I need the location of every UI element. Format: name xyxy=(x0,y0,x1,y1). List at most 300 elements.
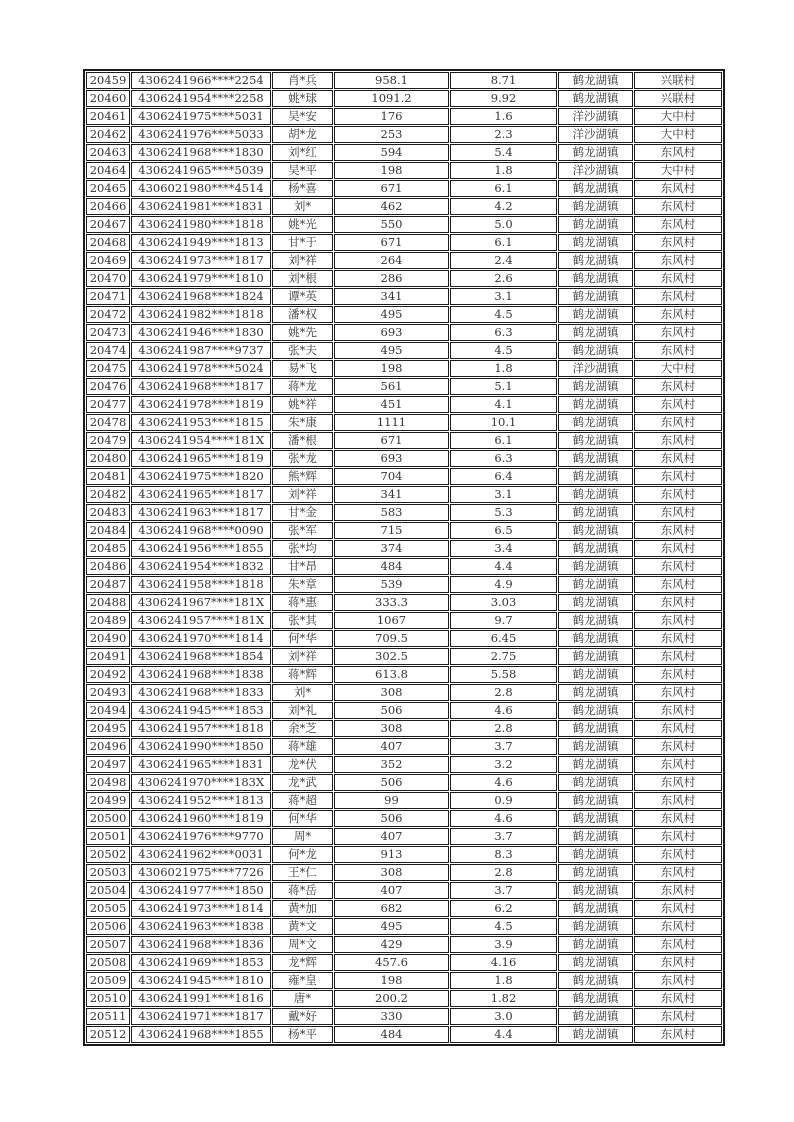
cell-masked-id-number: 4306241949****1813 xyxy=(131,234,271,251)
table-row xyxy=(86,288,722,305)
cell-value-1: 333.3 xyxy=(334,594,449,611)
cell-masked-id-number: 4306241982****1818 xyxy=(131,306,271,323)
cell-masked-id-number: 4306241957****181X xyxy=(131,612,271,629)
cell-masked-id-number: 4306021980****4514 xyxy=(131,180,271,197)
cell-town: 鹤龙湖镇 xyxy=(558,918,633,935)
cell-value-1: 550 xyxy=(334,216,449,233)
table-row xyxy=(86,108,722,125)
cell-masked-id-number: 4306241968****1830 xyxy=(131,144,271,161)
cell-town: 鹤龙湖镇 xyxy=(558,630,633,647)
cell-village: 东风村 xyxy=(634,702,722,719)
cell-town: 鹤龙湖镇 xyxy=(558,234,633,251)
cell-village: 东风村 xyxy=(634,558,722,575)
cell-masked-id-number: 4306241954****1832 xyxy=(131,558,271,575)
cell-village: 东风村 xyxy=(634,594,722,611)
cell-sequence-number: 20493 xyxy=(86,684,130,701)
cell-masked-name: 蒋*辉 xyxy=(272,666,333,683)
cell-value-1: 693 xyxy=(334,324,449,341)
cell-masked-name: 王*仁 xyxy=(272,864,333,881)
cell-sequence-number: 20476 xyxy=(86,378,130,395)
cell-town: 鹤龙湖镇 xyxy=(558,486,633,503)
cell-value-2: 2.8 xyxy=(450,864,557,881)
cell-value-1: 302.5 xyxy=(334,648,449,665)
cell-sequence-number: 20503 xyxy=(86,864,130,881)
cell-value-1: 913 xyxy=(334,846,449,863)
cell-value-2: 1.82 xyxy=(450,990,557,1007)
cell-masked-name: 谭*英 xyxy=(272,288,333,305)
cell-village: 东风村 xyxy=(634,918,722,935)
table-body xyxy=(86,72,722,1043)
cell-value-2: 6.3 xyxy=(450,324,557,341)
cell-value-1: 198 xyxy=(334,360,449,377)
cell-sequence-number: 20508 xyxy=(86,954,130,971)
cell-village: 东风村 xyxy=(634,630,722,647)
cell-masked-name: 杨*喜 xyxy=(272,180,333,197)
cell-village: 东风村 xyxy=(634,828,722,845)
cell-masked-name: 熊*辉 xyxy=(272,468,333,485)
table-row xyxy=(86,198,722,215)
table-row xyxy=(86,234,722,251)
cell-town: 鹤龙湖镇 xyxy=(558,450,633,467)
cell-value-2: 5.1 xyxy=(450,378,557,395)
cell-sequence-number: 20490 xyxy=(86,630,130,647)
cell-masked-id-number: 4306241953****1815 xyxy=(131,414,271,431)
cell-value-1: 451 xyxy=(334,396,449,413)
cell-value-1: 407 xyxy=(334,882,449,899)
cell-sequence-number: 20467 xyxy=(86,216,130,233)
cell-sequence-number: 20479 xyxy=(86,432,130,449)
table-row xyxy=(86,972,722,989)
cell-value-2: 6.2 xyxy=(450,900,557,917)
cell-value-2: 4.5 xyxy=(450,306,557,323)
cell-masked-id-number: 4306241981****1831 xyxy=(131,198,271,215)
cell-masked-name: 刘*根 xyxy=(272,270,333,287)
cell-value-1: 682 xyxy=(334,900,449,917)
table-row xyxy=(86,864,722,881)
cell-sequence-number: 20481 xyxy=(86,468,130,485)
cell-village: 东风村 xyxy=(634,216,722,233)
cell-masked-name: 刘* xyxy=(272,198,333,215)
cell-sequence-number: 20478 xyxy=(86,414,130,431)
cell-masked-name: 张*其 xyxy=(272,612,333,629)
cell-masked-name: 龙*伏 xyxy=(272,756,333,773)
cell-value-1: 613.8 xyxy=(334,666,449,683)
cell-sequence-number: 20462 xyxy=(86,126,130,143)
table-row xyxy=(86,828,722,845)
cell-masked-name: 蒋*龙 xyxy=(272,378,333,395)
cell-value-2: 1.6 xyxy=(450,108,557,125)
cell-value-1: 330 xyxy=(334,1008,449,1025)
cell-village: 东风村 xyxy=(634,954,722,971)
cell-village: 东风村 xyxy=(634,342,722,359)
cell-value-2: 5.4 xyxy=(450,144,557,161)
cell-value-1: 709.5 xyxy=(334,630,449,647)
cell-town: 鹤龙湖镇 xyxy=(558,180,633,197)
cell-sequence-number: 20497 xyxy=(86,756,130,773)
cell-village: 东风村 xyxy=(634,882,722,899)
cell-sequence-number: 20465 xyxy=(86,180,130,197)
cell-sequence-number: 20491 xyxy=(86,648,130,665)
table-row xyxy=(86,810,722,827)
table-row xyxy=(86,126,722,143)
cell-town: 鹤龙湖镇 xyxy=(558,216,633,233)
cell-masked-id-number: 4306241978****1819 xyxy=(131,396,271,413)
cell-value-1: 561 xyxy=(334,378,449,395)
cell-masked-id-number: 4306241973****1814 xyxy=(131,900,271,917)
table-row xyxy=(86,360,722,377)
cell-value-1: 374 xyxy=(334,540,449,557)
cell-masked-name: 姚*祥 xyxy=(272,396,333,413)
cell-village: 东风村 xyxy=(634,936,722,953)
cell-town: 鹤龙湖镇 xyxy=(558,612,633,629)
cell-masked-name: 龙*辉 xyxy=(272,954,333,971)
cell-value-1: 693 xyxy=(334,450,449,467)
cell-value-1: 594 xyxy=(334,144,449,161)
cell-village: 东风村 xyxy=(634,144,722,161)
cell-value-1: 462 xyxy=(334,198,449,215)
cell-sequence-number: 20475 xyxy=(86,360,130,377)
cell-masked-id-number: 4306241946****1830 xyxy=(131,324,271,341)
cell-village: 东风村 xyxy=(634,288,722,305)
cell-sequence-number: 20471 xyxy=(86,288,130,305)
cell-masked-id-number: 4306241966****2254 xyxy=(131,72,271,89)
cell-masked-name: 张*夫 xyxy=(272,342,333,359)
cell-town: 鹤龙湖镇 xyxy=(558,252,633,269)
cell-value-2: 5.58 xyxy=(450,666,557,683)
cell-masked-name: 雍*皇 xyxy=(272,972,333,989)
cell-masked-id-number: 4306241952****1813 xyxy=(131,792,271,809)
cell-masked-id-number: 4306241975****5031 xyxy=(131,108,271,125)
cell-sequence-number: 20496 xyxy=(86,738,130,755)
cell-masked-id-number: 4306241990****1850 xyxy=(131,738,271,755)
cell-value-2: 6.1 xyxy=(450,432,557,449)
table-row xyxy=(86,270,722,287)
cell-value-1: 506 xyxy=(334,774,449,791)
cell-town: 洋沙湖镇 xyxy=(558,108,633,125)
cell-town: 鹤龙湖镇 xyxy=(558,900,633,917)
cell-value-2: 6.45 xyxy=(450,630,557,647)
cell-town: 鹤龙湖镇 xyxy=(558,414,633,431)
cell-masked-id-number: 4306241979****1810 xyxy=(131,270,271,287)
cell-value-2: 4.4 xyxy=(450,558,557,575)
cell-masked-id-number: 4306241965****1831 xyxy=(131,756,271,773)
table-row xyxy=(86,324,722,341)
cell-sequence-number: 20488 xyxy=(86,594,130,611)
cell-value-1: 583 xyxy=(334,504,449,521)
cell-value-1: 286 xyxy=(334,270,449,287)
cell-village: 东风村 xyxy=(634,756,722,773)
cell-value-2: 3.03 xyxy=(450,594,557,611)
cell-sequence-number: 20494 xyxy=(86,702,130,719)
table-row xyxy=(86,774,722,791)
cell-village: 东风村 xyxy=(634,612,722,629)
cell-value-2: 10.1 xyxy=(450,414,557,431)
cell-town: 鹤龙湖镇 xyxy=(558,720,633,737)
table-row xyxy=(86,414,722,431)
cell-sequence-number: 20466 xyxy=(86,198,130,215)
cell-sequence-number: 20461 xyxy=(86,108,130,125)
cell-town: 鹤龙湖镇 xyxy=(558,756,633,773)
table-row xyxy=(86,396,722,413)
cell-value-2: 0.9 xyxy=(450,792,557,809)
cell-value-2: 1.8 xyxy=(450,162,557,179)
cell-masked-id-number: 4306241956****1855 xyxy=(131,540,271,557)
cell-value-1: 1111 xyxy=(334,414,449,431)
cell-town: 鹤龙湖镇 xyxy=(558,666,633,683)
table-row xyxy=(86,900,722,917)
cell-village: 东风村 xyxy=(634,522,722,539)
table-row xyxy=(86,1026,722,1043)
cell-village: 大中村 xyxy=(634,126,722,143)
cell-value-1: 264 xyxy=(334,252,449,269)
cell-village: 东风村 xyxy=(634,234,722,251)
cell-town: 鹤龙湖镇 xyxy=(558,90,633,107)
cell-sequence-number: 20505 xyxy=(86,900,130,917)
cell-village: 兴联村 xyxy=(634,72,722,89)
cell-town: 鹤龙湖镇 xyxy=(558,504,633,521)
cell-masked-name: 朱*章 xyxy=(272,576,333,593)
cell-village: 东风村 xyxy=(634,378,722,395)
cell-town: 鹤龙湖镇 xyxy=(558,936,633,953)
cell-masked-id-number: 4306241969****1853 xyxy=(131,954,271,971)
cell-town: 鹤龙湖镇 xyxy=(558,990,633,1007)
cell-value-2: 4.16 xyxy=(450,954,557,971)
cell-masked-id-number: 4306241970****1814 xyxy=(131,630,271,647)
cell-masked-id-number: 4306241978****5024 xyxy=(131,360,271,377)
cell-value-1: 341 xyxy=(334,486,449,503)
cell-town: 鹤龙湖镇 xyxy=(558,576,633,593)
cell-village: 东风村 xyxy=(634,432,722,449)
cell-value-2: 2.75 xyxy=(450,648,557,665)
cell-masked-id-number: 4306241945****1853 xyxy=(131,702,271,719)
cell-town: 鹤龙湖镇 xyxy=(558,810,633,827)
cell-town: 鹤龙湖镇 xyxy=(558,954,633,971)
cell-masked-id-number: 4306241976****9770 xyxy=(131,828,271,845)
cell-masked-id-number: 4306241968****1836 xyxy=(131,936,271,953)
cell-value-1: 200.2 xyxy=(334,990,449,1007)
cell-sequence-number: 20482 xyxy=(86,486,130,503)
cell-value-1: 457.6 xyxy=(334,954,449,971)
table-row xyxy=(86,1008,722,1025)
cell-value-1: 198 xyxy=(334,162,449,179)
cell-value-2: 8.3 xyxy=(450,846,557,863)
cell-village: 东风村 xyxy=(634,1026,722,1043)
cell-sequence-number: 20507 xyxy=(86,936,130,953)
cell-town: 鹤龙湖镇 xyxy=(558,1008,633,1025)
cell-masked-name: 甘*昂 xyxy=(272,558,333,575)
cell-masked-name: 朱*康 xyxy=(272,414,333,431)
cell-village: 东风村 xyxy=(634,900,722,917)
cell-masked-name: 余*芝 xyxy=(272,720,333,737)
table-row xyxy=(86,954,722,971)
cell-value-1: 308 xyxy=(334,684,449,701)
table-row xyxy=(86,522,722,539)
cell-value-2: 2.8 xyxy=(450,684,557,701)
cell-town: 鹤龙湖镇 xyxy=(558,882,633,899)
cell-masked-id-number: 4306241963****1817 xyxy=(131,504,271,521)
cell-sequence-number: 20489 xyxy=(86,612,130,629)
cell-town: 鹤龙湖镇 xyxy=(558,648,633,665)
cell-town: 洋沙湖镇 xyxy=(558,126,633,143)
cell-masked-id-number: 4306241991****1816 xyxy=(131,990,271,1007)
cell-value-1: 715 xyxy=(334,522,449,539)
cell-masked-id-number: 4306241968****1824 xyxy=(131,288,271,305)
cell-sequence-number: 20469 xyxy=(86,252,130,269)
cell-masked-name: 甘*于 xyxy=(272,234,333,251)
table-row xyxy=(86,306,722,323)
cell-value-1: 352 xyxy=(334,756,449,773)
cell-village: 东风村 xyxy=(634,540,722,557)
table-row xyxy=(86,936,722,953)
cell-sequence-number: 20500 xyxy=(86,810,130,827)
cell-masked-name: 何*华 xyxy=(272,810,333,827)
cell-sequence-number: 20474 xyxy=(86,342,130,359)
cell-masked-id-number: 4306241977****1850 xyxy=(131,882,271,899)
cell-masked-name: 潘*权 xyxy=(272,306,333,323)
table-row xyxy=(86,576,722,593)
cell-value-2: 4.5 xyxy=(450,342,557,359)
cell-value-2: 4.6 xyxy=(450,810,557,827)
cell-masked-id-number: 4306241965****5039 xyxy=(131,162,271,179)
cell-village: 东风村 xyxy=(634,180,722,197)
cell-value-2: 2.4 xyxy=(450,252,557,269)
cell-sequence-number: 20484 xyxy=(86,522,130,539)
cell-sequence-number: 20499 xyxy=(86,792,130,809)
cell-town: 鹤龙湖镇 xyxy=(558,558,633,575)
table-row xyxy=(86,720,722,737)
cell-village: 东风村 xyxy=(634,990,722,1007)
cell-sequence-number: 20459 xyxy=(86,72,130,89)
cell-value-1: 176 xyxy=(334,108,449,125)
cell-value-2: 6.3 xyxy=(450,450,557,467)
cell-village: 东风村 xyxy=(634,810,722,827)
cell-value-2: 9.92 xyxy=(450,90,557,107)
cell-village: 东风村 xyxy=(634,486,722,503)
cell-town: 鹤龙湖镇 xyxy=(558,378,633,395)
cell-sequence-number: 20487 xyxy=(86,576,130,593)
cell-value-1: 1091.2 xyxy=(334,90,449,107)
cell-value-1: 99 xyxy=(334,792,449,809)
cell-masked-name: 蒋*岳 xyxy=(272,882,333,899)
table-row xyxy=(86,504,722,521)
cell-sequence-number: 20492 xyxy=(86,666,130,683)
cell-sequence-number: 20460 xyxy=(86,90,130,107)
cell-value-2: 3.1 xyxy=(450,486,557,503)
cell-masked-id-number: 4306241958****1818 xyxy=(131,576,271,593)
cell-masked-name: 刘*祥 xyxy=(272,648,333,665)
cell-town: 鹤龙湖镇 xyxy=(558,270,633,287)
cell-sequence-number: 20495 xyxy=(86,720,130,737)
cell-value-2: 2.3 xyxy=(450,126,557,143)
cell-value-1: 958.1 xyxy=(334,72,449,89)
cell-village: 东风村 xyxy=(634,324,722,341)
cell-value-2: 4.2 xyxy=(450,198,557,215)
cell-masked-id-number: 4306241967****181X xyxy=(131,594,271,611)
cell-masked-name: 肖*兵 xyxy=(272,72,333,89)
cell-town: 鹤龙湖镇 xyxy=(558,828,633,845)
table-row xyxy=(86,666,722,683)
cell-masked-name: 张*军 xyxy=(272,522,333,539)
cell-masked-id-number: 4306241962****0031 xyxy=(131,846,271,863)
cell-value-1: 308 xyxy=(334,720,449,737)
cell-town: 鹤龙湖镇 xyxy=(558,72,633,89)
cell-value-1: 484 xyxy=(334,1026,449,1043)
cell-town: 鹤龙湖镇 xyxy=(558,846,633,863)
cell-sequence-number: 20464 xyxy=(86,162,130,179)
cell-town: 鹤龙湖镇 xyxy=(558,432,633,449)
cell-masked-id-number: 4306241954****181X xyxy=(131,432,271,449)
cell-value-1: 671 xyxy=(334,180,449,197)
cell-value-1: 429 xyxy=(334,936,449,953)
table-row xyxy=(86,162,722,179)
cell-masked-name: 何*华 xyxy=(272,630,333,647)
cell-village: 东风村 xyxy=(634,396,722,413)
cell-town: 鹤龙湖镇 xyxy=(558,522,633,539)
cell-village: 东风村 xyxy=(634,198,722,215)
cell-value-2: 3.9 xyxy=(450,936,557,953)
cell-masked-id-number: 4306241975****1820 xyxy=(131,468,271,485)
cell-village: 东风村 xyxy=(634,306,722,323)
cell-masked-name: 周* xyxy=(272,828,333,845)
cell-masked-id-number: 4306241968****1817 xyxy=(131,378,271,395)
cell-village: 东风村 xyxy=(634,738,722,755)
table-row xyxy=(86,918,722,935)
cell-town: 鹤龙湖镇 xyxy=(558,198,633,215)
table-row xyxy=(86,846,722,863)
cell-masked-name: 唐* xyxy=(272,990,333,1007)
cell-village: 东风村 xyxy=(634,252,722,269)
cell-value-1: 704 xyxy=(334,468,449,485)
cell-sequence-number: 20506 xyxy=(86,918,130,935)
cell-masked-name: 吴*安 xyxy=(272,108,333,125)
cell-village: 东风村 xyxy=(634,684,722,701)
cell-town: 鹤龙湖镇 xyxy=(558,396,633,413)
cell-value-1: 407 xyxy=(334,738,449,755)
table-row xyxy=(86,558,722,575)
table-row xyxy=(86,144,722,161)
cell-masked-name: 刘*礼 xyxy=(272,702,333,719)
cell-masked-name: 易*飞 xyxy=(272,360,333,377)
cell-town: 鹤龙湖镇 xyxy=(558,342,633,359)
cell-town: 洋沙湖镇 xyxy=(558,162,633,179)
cell-masked-id-number: 4306241968****1838 xyxy=(131,666,271,683)
cell-village: 东风村 xyxy=(634,576,722,593)
cell-masked-name: 刘*祥 xyxy=(272,486,333,503)
cell-village: 东风村 xyxy=(634,972,722,989)
cell-sequence-number: 20501 xyxy=(86,828,130,845)
cell-value-2: 5.0 xyxy=(450,216,557,233)
table-row xyxy=(86,792,722,809)
cell-sequence-number: 20468 xyxy=(86,234,130,251)
cell-sequence-number: 20512 xyxy=(86,1026,130,1043)
cell-town: 鹤龙湖镇 xyxy=(558,594,633,611)
cell-sequence-number: 20486 xyxy=(86,558,130,575)
cell-masked-name: 吴*平 xyxy=(272,162,333,179)
table-row xyxy=(86,90,722,107)
cell-village: 东风村 xyxy=(634,846,722,863)
cell-sequence-number: 20511 xyxy=(86,1008,130,1025)
cell-masked-id-number: 4306241970****183X xyxy=(131,774,271,791)
cell-value-2: 1.8 xyxy=(450,360,557,377)
cell-value-2: 4.4 xyxy=(450,1026,557,1043)
cell-masked-id-number: 4306021975****7726 xyxy=(131,864,271,881)
cell-masked-name: 蒋*超 xyxy=(272,792,333,809)
cell-masked-name: 杨*平 xyxy=(272,1026,333,1043)
table-row xyxy=(86,432,722,449)
cell-value-2: 1.8 xyxy=(450,972,557,989)
cell-value-2: 6.4 xyxy=(450,468,557,485)
cell-masked-name: 蒋*雄 xyxy=(272,738,333,755)
